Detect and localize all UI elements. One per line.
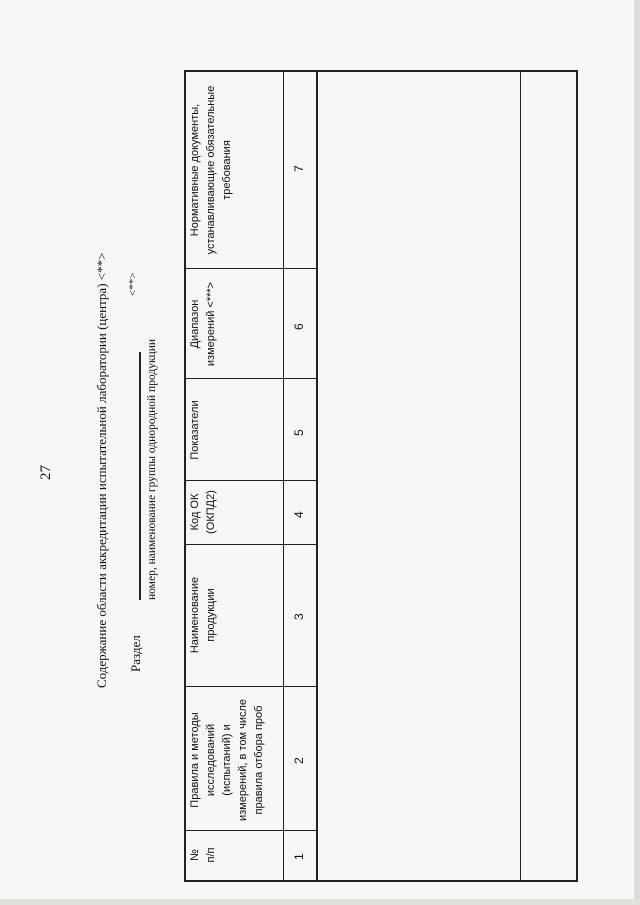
table-border-right xyxy=(576,70,578,882)
column-number: 2 xyxy=(292,757,306,764)
column-number: 7 xyxy=(292,165,306,172)
header-product-name: Наименование продукции xyxy=(189,576,217,654)
column-number: 6 xyxy=(292,323,306,330)
table-border-bottom xyxy=(184,880,578,882)
section-fill-line xyxy=(139,352,141,600)
table-rule-header xyxy=(283,70,284,882)
column-divider xyxy=(184,268,318,269)
column-number: 4 xyxy=(292,511,306,518)
section-note-mark: <**> xyxy=(127,272,139,296)
header-normative-documents: Нормативные документы, устанавливающие обязательные требования xyxy=(189,85,233,255)
section-line-caption: номер, наименование группы однородной продукции xyxy=(146,338,158,600)
column-divider xyxy=(184,830,318,831)
table-border-top xyxy=(184,70,578,72)
page-number: 27 xyxy=(38,465,54,480)
column-divider xyxy=(184,378,318,379)
header-okpd2-code: Код ОК (ОКПД2) xyxy=(189,490,217,534)
document-heading: Содержание области аккредитации испытательной лаборатории (центра) <**> xyxy=(94,252,109,688)
section-label: Раздел xyxy=(128,635,143,672)
table-rule-numbers xyxy=(316,70,318,882)
page-edge xyxy=(0,899,640,905)
header-indicators: Показатели xyxy=(189,400,201,460)
column-number: 3 xyxy=(292,613,306,620)
header-methods: Правила и методы исследований (испытаний) и измерений, в том числе правила отбора проб xyxy=(189,698,265,822)
table-rule-row xyxy=(520,70,521,882)
column-divider xyxy=(184,544,318,545)
header-number: № п/п xyxy=(189,847,217,863)
column-divider xyxy=(184,686,318,687)
header-measurement-range: Диапазон измерений <***> xyxy=(189,281,217,367)
page-edge xyxy=(634,0,640,905)
column-number: 5 xyxy=(292,429,306,436)
column-number: 1 xyxy=(292,853,306,860)
table-border-left xyxy=(184,70,186,882)
column-divider xyxy=(184,480,318,481)
